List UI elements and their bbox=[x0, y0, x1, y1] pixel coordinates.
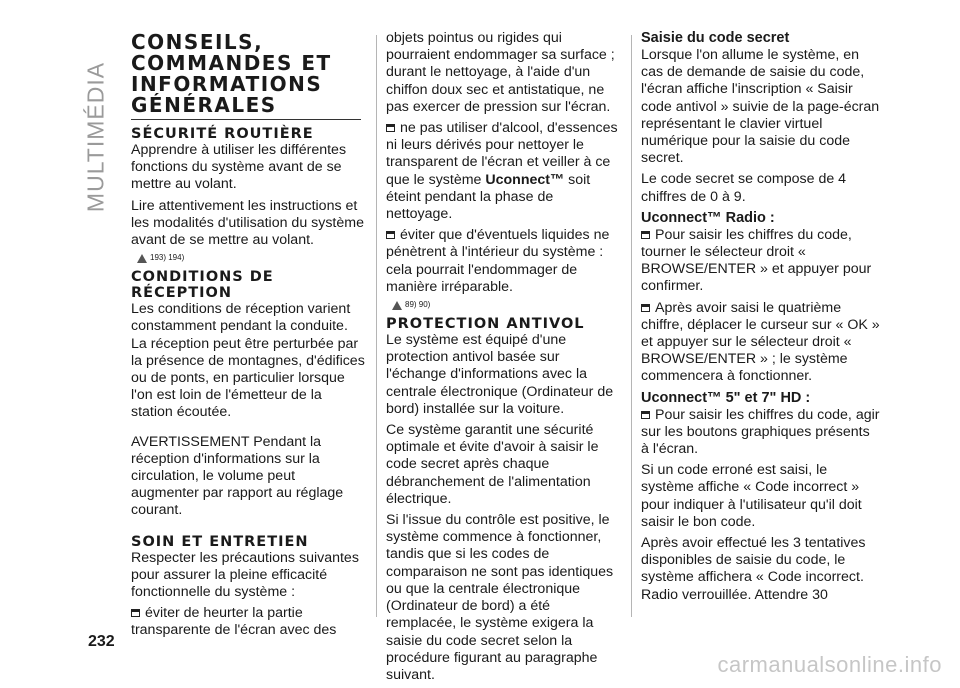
section-title-line: CONDITIONS DE bbox=[131, 269, 274, 286]
section-title-line: RÉCEPTION bbox=[131, 285, 232, 302]
paragraph: Apprendre à utiliser les différentes fonctions du système avant de se mettre au volant. bbox=[131, 142, 347, 193]
bullet-icon bbox=[131, 609, 140, 617]
bullet-item bbox=[131, 605, 366, 639]
bullet-text: soit éteint pendant la phase de nettoyage. bbox=[386, 171, 591, 223]
bullet-item bbox=[386, 120, 622, 223]
paragraph: Lire attentivement les instructions et les modalités d'utilisation du système avant de se mettre au volant. bbox=[131, 197, 364, 249]
column-divider bbox=[376, 35, 377, 617]
bullet-text: Pour saisir les chiffres du code, agir sur les boutons graphiques présents à l'écran. bbox=[641, 406, 880, 458]
section-title-uconnect-hd: Uconnect™ 5" et 7" HD : bbox=[641, 389, 811, 406]
reference-numbers: 89) 90) bbox=[405, 300, 431, 310]
bullet-text: éviter de heurter la partie transparente de l'écran avec des bbox=[131, 605, 337, 639]
side-label-text: MULTIMÉDIA bbox=[82, 61, 109, 213]
paragraph-warning: AVERTISSEMENT Pendant la réception d'informations sur la circulation, le volume peut augmenter par rapport au réglage courant. bbox=[131, 433, 344, 519]
bullet-icon bbox=[386, 124, 395, 132]
paragraph: Ce système garantit une sécurité optimale et évite d'avoir à saisir le code secret après chaque débranchement de l'alimentation électrique. bbox=[386, 422, 599, 507]
bullet-text: Après avoir saisi le quatrième chiffre, déplacer le curseur sur « OK » et appuyer sur le sélecteur droit « BROWSE/ENTER » ; le système commencera à fonctionner. bbox=[641, 299, 880, 385]
paragraph: Le système est équipé d'une protection antivol basée sur l'échange d'informations avec la centrale électronique (Ordinateur de bord) installée sur la voiture. bbox=[386, 332, 614, 417]
bullet-bold-term: Uconnect™ bbox=[485, 171, 565, 188]
page-number: 232 bbox=[88, 633, 115, 650]
warning-icon bbox=[392, 301, 402, 310]
column-1 bbox=[131, 30, 366, 644]
chapter-title-line: GÉNÉRALES bbox=[131, 93, 277, 117]
bullet-text: éviter que d'éventuels liquides ne pénètrent à l'intérieur du système : cela pourrait l'endommager de manière irréparable. bbox=[386, 227, 610, 295]
bullet-item bbox=[641, 227, 881, 296]
reference-numbers: 193) 194) bbox=[150, 253, 185, 263]
chapter-title-line: INFORMATIONS bbox=[131, 72, 323, 96]
watermark: carmanualsonline.info bbox=[717, 652, 942, 677]
side-section-label bbox=[83, 52, 109, 222]
chapter-title-line: COMMANDES ET bbox=[131, 51, 332, 75]
bullet-item bbox=[641, 300, 881, 386]
chapter-rule bbox=[131, 119, 361, 120]
section-title-uconnect-radio: Uconnect™ Radio : bbox=[641, 209, 775, 226]
bullet-text: Pour saisir les chiffres du code, tourner le sélecteur droit « BROWSE/ENTER » et appuyer pour confirmer. bbox=[641, 226, 872, 295]
warning-icon bbox=[137, 254, 147, 263]
paragraph: Les conditions de réception varient constamment pendant la conduite. La réception peut être perturbée par la présence de montagnes, d'édifices ou de ponts, en particulier lorsque l'on est loin de l'émetteur de la station écoutée. bbox=[131, 301, 365, 421]
paragraph: objets pointus ou rigides qui pourraient endommager sa surface ; durant le nettoyage, à l'aide d'un chiffon doux sec et antistatique, ne pas exercer de pression sur l'écran. bbox=[386, 30, 615, 115]
bullet-icon bbox=[641, 231, 650, 239]
paragraph: Si l'issue du contrôle est positive, le système commence à fonctionner, tandis que si les codes de comparaison ne sont pas identiques ou que la centrale électronique (Ordinateur de bord) a été remplacée, le système exigera la saisie du code secret selon la procédure figurant au paragraphe suivant. bbox=[386, 512, 614, 683]
chapter-title bbox=[131, 30, 366, 116]
warning-references bbox=[137, 253, 366, 263]
bullet-item bbox=[641, 407, 881, 459]
paragraph: Le code secret se compose de 4 chiffres de 0 à 9. bbox=[641, 171, 847, 205]
bullet-icon bbox=[641, 304, 650, 312]
paragraph: Respecter les précautions suivantes pour assurer la pleine efficacité fonctionnelle du système : bbox=[131, 549, 359, 601]
paragraph: Si un code erroné est saisi, le système affiche « Code incorrect » pour indiquer à l'utilisateur qu'il doit saisir le bon code. bbox=[641, 462, 862, 530]
paragraph: Après avoir effectué les 3 tentatives disponibles de saisie du code, le système affichera « Code incorrect. Radio verrouillée. Attendre 30 bbox=[641, 535, 866, 603]
bullet-icon bbox=[386, 231, 395, 239]
chapter-title-line: CONSEILS, bbox=[131, 30, 264, 54]
column-3 bbox=[641, 30, 881, 608]
bullet-item bbox=[386, 227, 622, 296]
bullet-text: ne pas utiliser d'alcool, d'essences ni leurs dérivés pour nettoyer le transparent de l'écran et veiller à ce que le système bbox=[386, 120, 618, 188]
section-title-road-safety: SÉCURITÉ ROUTIÈRE bbox=[131, 126, 314, 142]
paragraph: Lorsque l'on allume le système, en cas de demande de saisie du code, l'écran affiche l'inscription « Saisir code antivol » suivie de la page-écran représentant le clavier virtuel numérique pour la saisie du code secret. bbox=[641, 47, 880, 167]
warning-references bbox=[392, 300, 622, 310]
section-title-secret-code: Saisie du code secret bbox=[641, 30, 790, 46]
section-title-care: SOIN ET ENTRETIEN bbox=[131, 533, 309, 550]
section-title-reception bbox=[131, 269, 366, 301]
section-title-antitheft: PROTECTION ANTIVOL bbox=[386, 316, 585, 333]
column-2 bbox=[386, 30, 622, 688]
column-divider bbox=[631, 35, 632, 617]
bullet-icon bbox=[641, 411, 650, 419]
